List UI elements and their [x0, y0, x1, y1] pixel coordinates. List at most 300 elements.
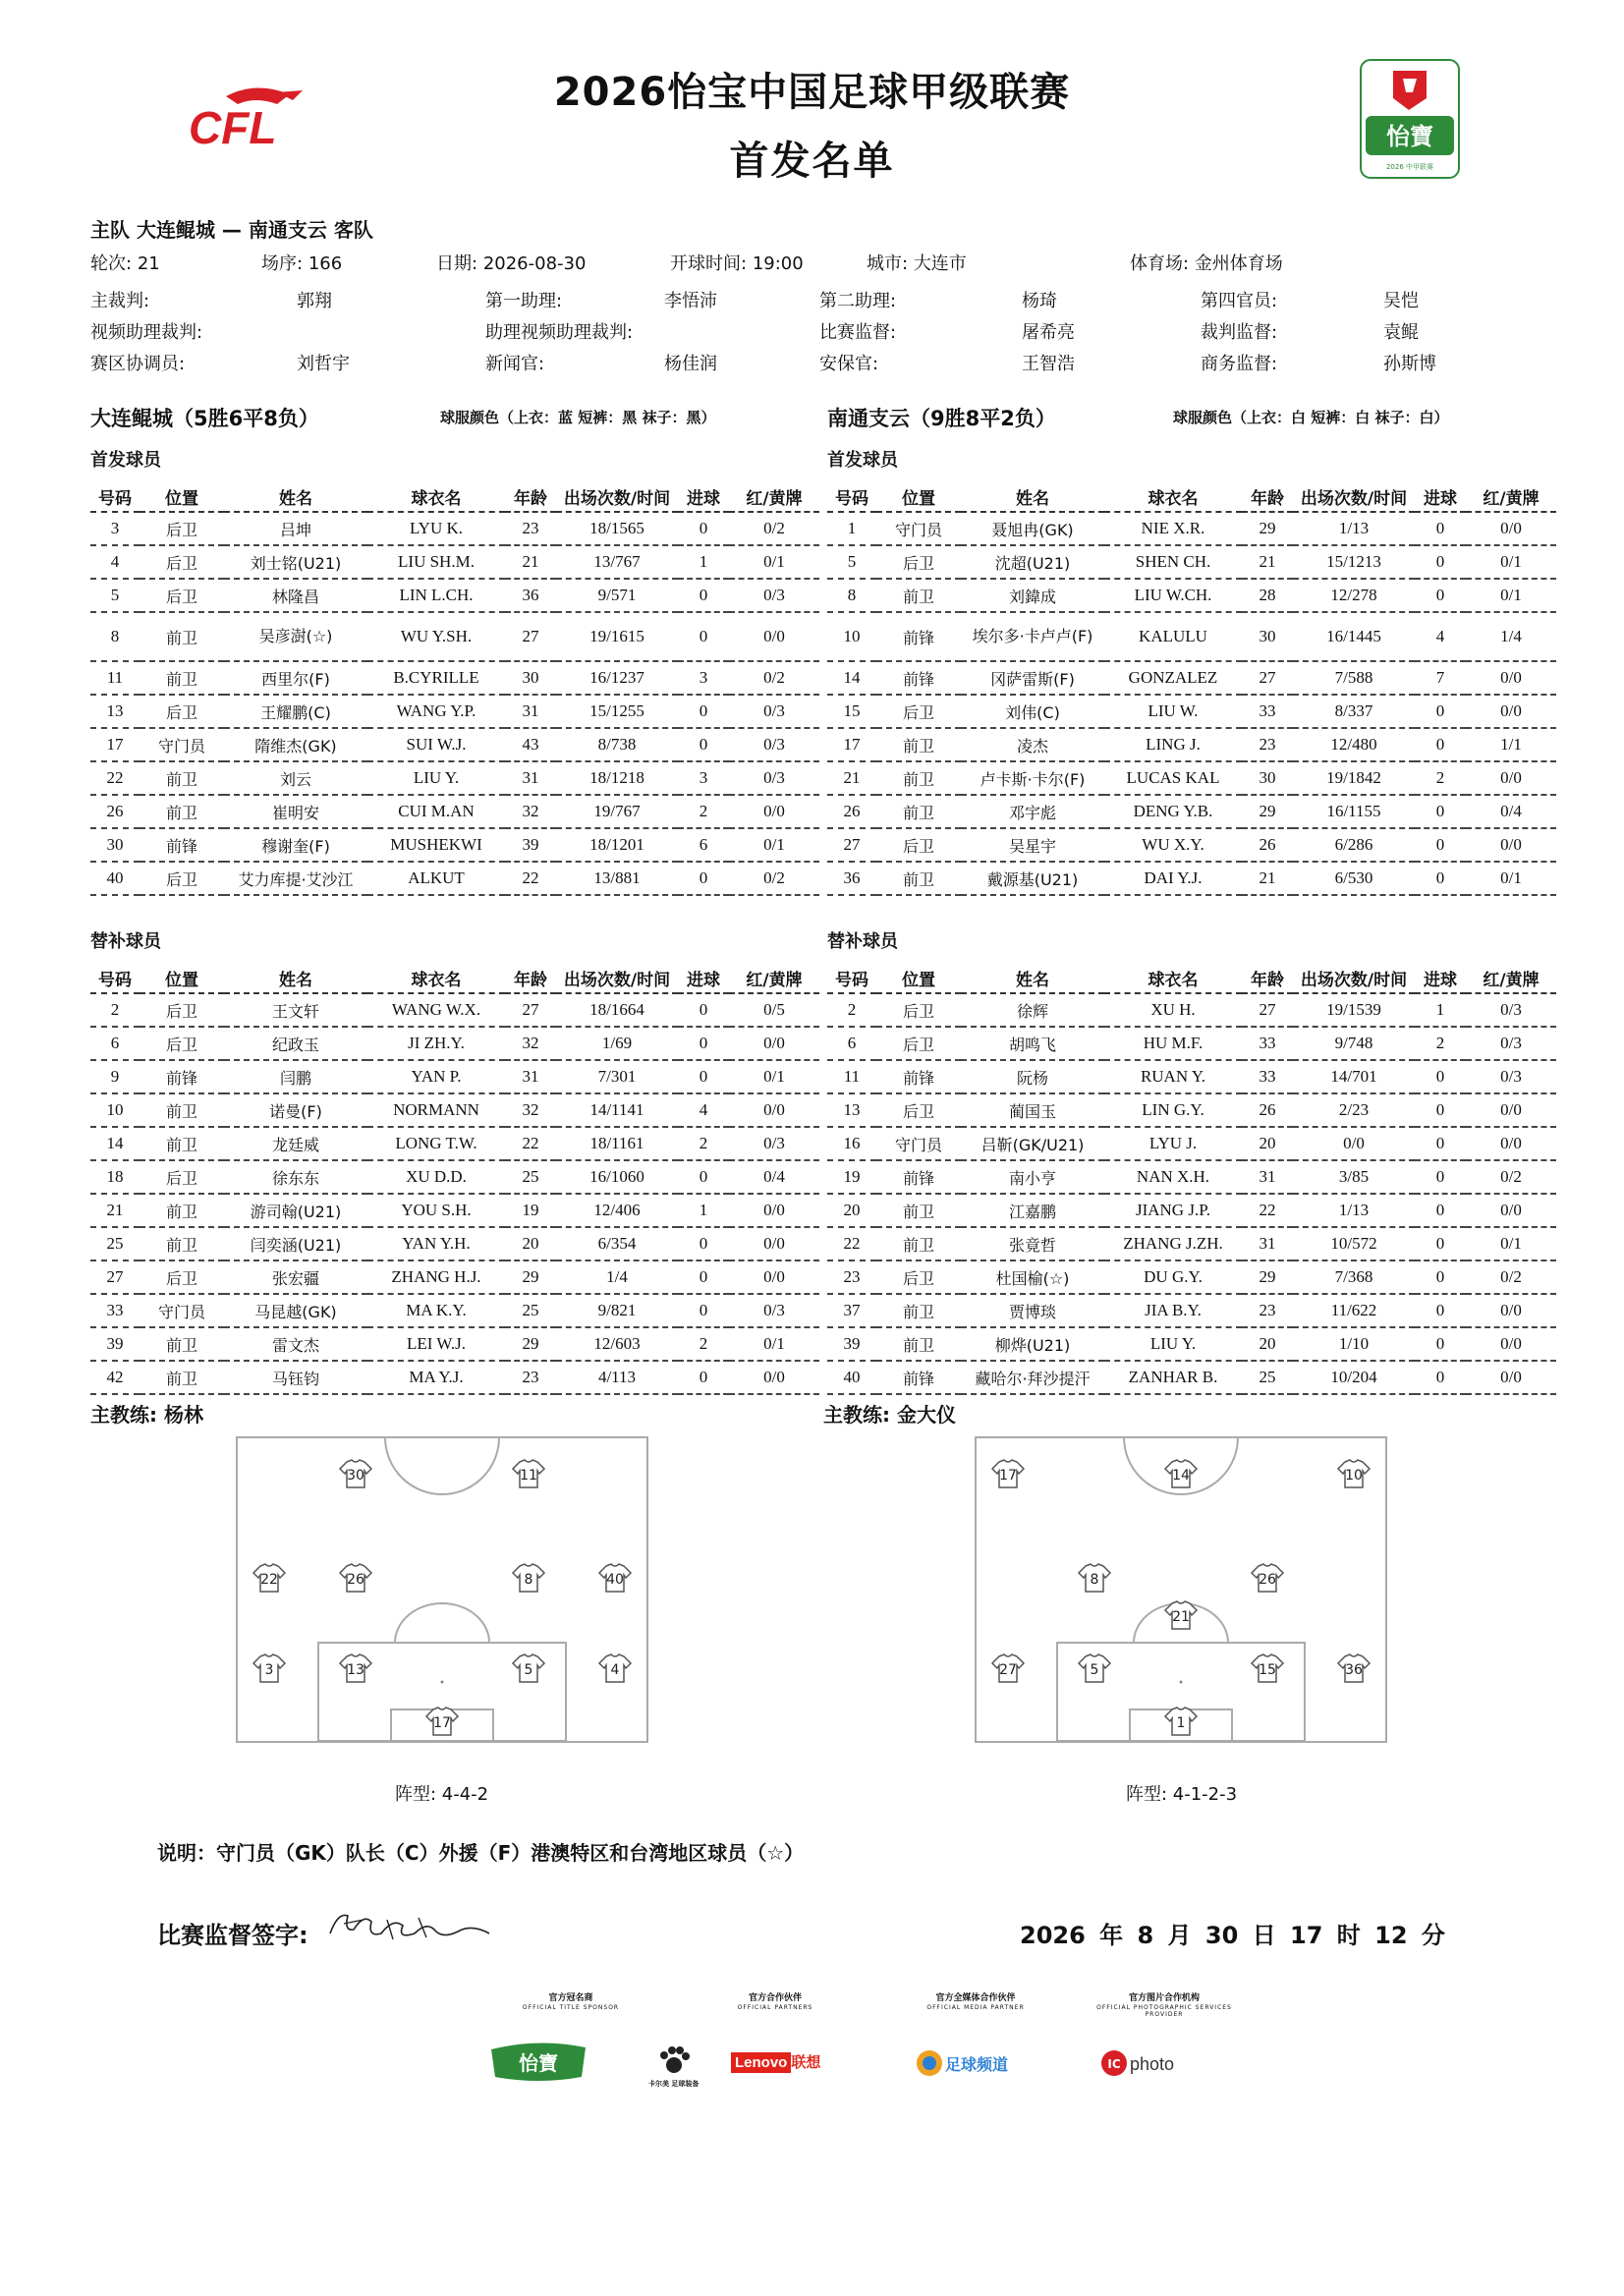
- player-name: 冈萨雷斯(F): [961, 661, 1104, 695]
- appearances-minutes: 14/1141: [556, 1093, 678, 1127]
- official-label: 新闻官:: [485, 354, 545, 374]
- appearances-minutes: 1/69: [556, 1027, 678, 1060]
- shirt-name: YOU S.H.: [367, 1194, 505, 1227]
- goals: 0: [1415, 1294, 1466, 1327]
- shirt-name: LONG T.W.: [367, 1127, 505, 1160]
- appearances-minutes: 6/354: [556, 1227, 678, 1260]
- player-name: 马钰钧: [224, 1361, 367, 1394]
- player-number: 2: [90, 993, 140, 1027]
- sponsor-category-en: OFFICIAL PHOTOGRAPHIC SERVICES PROVIDER: [1096, 2004, 1232, 2018]
- shirt-name: SUI W.J.: [367, 728, 505, 761]
- player-number: 33: [90, 1294, 140, 1327]
- shirt-name: NORMANN: [367, 1093, 505, 1127]
- appearances-minutes: 7/301: [556, 1060, 678, 1093]
- player-number: 14: [90, 1127, 140, 1160]
- red-yellow-cards: 0/2: [729, 661, 819, 695]
- player-age: 21: [1242, 862, 1293, 895]
- column-header: 号码: [90, 963, 140, 993]
- player-row: [90, 828, 819, 862]
- player-name: 雷文杰: [224, 1327, 367, 1361]
- column-header: 位置: [140, 481, 224, 512]
- round-label: 轮次:: [90, 253, 133, 274]
- player-name: 西里尔(F): [224, 661, 367, 695]
- appearances-minutes: 10/204: [1293, 1361, 1415, 1394]
- red-yellow-cards: 0/0: [729, 1093, 819, 1127]
- column-header: 年龄: [1242, 963, 1293, 993]
- appearances-minutes: 19/1842: [1293, 761, 1415, 795]
- shirt-name: MA Y.J.: [367, 1361, 505, 1394]
- shirt-name: WANG Y.P.: [367, 695, 505, 728]
- player-age: 29: [505, 1260, 556, 1294]
- goals: 0: [1415, 828, 1466, 862]
- appearances-minutes: 1/10: [1293, 1327, 1415, 1361]
- player-name: 凌杰: [961, 728, 1104, 761]
- red-yellow-cards: 0/1: [729, 545, 819, 579]
- player-name: 卢卡斯·卡尔(F): [961, 761, 1104, 795]
- home-subs-table: [90, 963, 819, 1395]
- player-number: 2: [827, 993, 876, 1027]
- official-name: 孙斯博: [1383, 354, 1436, 374]
- player-name: 戴源基(U21): [961, 862, 1104, 895]
- shirt-name: KALULU: [1104, 612, 1242, 661]
- shirt-name: LIU Y.: [1104, 1327, 1242, 1361]
- jersey-number: 5: [524, 1662, 533, 1678]
- player-age: 28: [1242, 579, 1293, 612]
- shirt-name: NAN X.H.: [1104, 1160, 1242, 1194]
- player-row: [827, 579, 1556, 612]
- yibao-sponsor-logo: [487, 2040, 591, 2083]
- goals: 0: [678, 1060, 729, 1093]
- player-name: 徐辉: [961, 993, 1104, 1027]
- city-value: 大连市: [913, 253, 967, 274]
- red-yellow-cards: 0/0: [1466, 695, 1556, 728]
- player-age: 31: [1242, 1160, 1293, 1194]
- away-coach: 主教练: 金大仪: [823, 1403, 956, 1427]
- jersey-number: 36: [1345, 1662, 1363, 1678]
- appearances-minutes: 12/603: [556, 1327, 678, 1361]
- official-label: 第四官员:: [1201, 291, 1278, 311]
- player-number: 37: [827, 1294, 876, 1327]
- red-yellow-cards: 0/0: [1466, 828, 1556, 862]
- jersey-number: 10: [1345, 1468, 1363, 1484]
- goals: 2: [678, 1127, 729, 1160]
- player-number: 40: [90, 862, 140, 895]
- appearances-minutes: 10/572: [1293, 1227, 1415, 1260]
- player-number: 6: [827, 1027, 876, 1060]
- svg-text:足球频道: 足球频道: [945, 2055, 1009, 2074]
- official-name: 袁鲲: [1383, 322, 1419, 343]
- shirt-name: LING J.: [1104, 728, 1242, 761]
- player-age: 29: [1242, 1260, 1293, 1294]
- player-age: 32: [505, 1093, 556, 1127]
- red-yellow-cards: 0/0: [1466, 1093, 1556, 1127]
- goals: 0: [1415, 1227, 1466, 1260]
- jersey-number: 26: [1259, 1572, 1276, 1588]
- jersey-number: 15: [1259, 1662, 1276, 1678]
- player-number: 9: [90, 1060, 140, 1093]
- player-name: 刘鍏成: [961, 579, 1104, 612]
- official-name: 吴恺: [1383, 291, 1419, 311]
- round-value: 21: [137, 253, 160, 274]
- player-age: 23: [505, 1361, 556, 1394]
- player-position: 前卫: [140, 1327, 224, 1361]
- red-yellow-cards: 0/1: [729, 1327, 819, 1361]
- player-name: 马昆越(GK): [224, 1294, 367, 1327]
- player-name: 艾力库提·艾沙江: [224, 862, 367, 895]
- player-row: [90, 728, 819, 761]
- appearances-minutes: 2/23: [1293, 1093, 1415, 1127]
- jersey-number: 11: [520, 1468, 537, 1484]
- player-row: [827, 545, 1556, 579]
- player-age: 33: [1242, 1027, 1293, 1060]
- sponsor-category-en: OFFICIAL MEDIA PARTNER: [926, 2004, 1025, 2011]
- player-number: 13: [827, 1093, 876, 1127]
- red-yellow-cards: 0/2: [729, 862, 819, 895]
- official-label: 第一助理:: [485, 291, 563, 311]
- appearances-minutes: 16/1060: [556, 1160, 678, 1194]
- appearances-minutes: 9/821: [556, 1294, 678, 1327]
- player-number: 10: [90, 1093, 140, 1127]
- jersey-number: 4: [610, 1662, 620, 1678]
- svg-text:CFL: CFL: [189, 102, 277, 153]
- player-row: [827, 795, 1556, 828]
- player-age: 21: [505, 545, 556, 579]
- column-header: 进球: [1415, 481, 1466, 512]
- shirt-name: LIU W.: [1104, 695, 1242, 728]
- player-number: 18: [90, 1160, 140, 1194]
- red-yellow-cards: 0/3: [1466, 993, 1556, 1027]
- player-number: 42: [90, 1361, 140, 1394]
- stadium-value: 金州体育场: [1194, 253, 1283, 274]
- jersey-number: 17: [433, 1715, 451, 1731]
- goals: 1: [1415, 993, 1466, 1027]
- player-row: [90, 1260, 819, 1294]
- player-row: [827, 728, 1556, 761]
- lenovo-logo: Lenovo 联想: [731, 2051, 820, 2072]
- player-row: [827, 1093, 1556, 1127]
- player-position: 前卫: [140, 1361, 224, 1394]
- player-row: [90, 1294, 819, 1327]
- goals: 3: [678, 761, 729, 795]
- goals: 0: [678, 1361, 729, 1394]
- column-header: 进球: [1415, 963, 1466, 993]
- player-number: 39: [90, 1327, 140, 1361]
- player-age: 20: [1242, 1127, 1293, 1160]
- shirt-name: XU H.: [1104, 993, 1242, 1027]
- player-position: 前卫: [876, 795, 961, 828]
- goals: 0: [1415, 1361, 1466, 1394]
- player-position: 前卫: [876, 862, 961, 895]
- column-header: 红/黄牌: [1466, 481, 1556, 512]
- appearances-minutes: 3/85: [1293, 1160, 1415, 1194]
- red-yellow-cards: 0/0: [729, 1194, 819, 1227]
- player-age: 43: [505, 728, 556, 761]
- column-header: 姓名: [224, 963, 367, 993]
- player-age: 25: [1242, 1361, 1293, 1394]
- official-name: 王智浩: [1022, 354, 1075, 374]
- player-number: 26: [90, 795, 140, 828]
- kelme-sub: 卡尔美 足球装备: [648, 2080, 700, 2088]
- player-position: 前卫: [140, 1194, 224, 1227]
- shirt-name: LIU Y.: [367, 761, 505, 795]
- player-age: 31: [505, 695, 556, 728]
- goals: 0: [678, 512, 729, 545]
- column-header: 出场次数/时间: [556, 481, 678, 512]
- goals: 1: [678, 545, 729, 579]
- official-label: 裁判监督:: [1201, 322, 1278, 343]
- appearances-minutes: 16/1237: [556, 661, 678, 695]
- player-position: 前锋: [876, 1361, 961, 1394]
- away-starters-table: [827, 481, 1556, 896]
- football-channel-logo: [914, 2045, 1022, 2081]
- sponsor-category: 官方图片合作机构: [1128, 1993, 1200, 2003]
- red-yellow-cards: 0/0: [1466, 661, 1556, 695]
- jersey-number: 22: [260, 1572, 278, 1588]
- player-age: 20: [1242, 1327, 1293, 1361]
- legend-note: 说明：守门员（GK）队长（C）外援（F）港澳特区和台湾地区球员（☆）: [157, 1841, 805, 1865]
- shirt-name: LEI W.J.: [367, 1327, 505, 1361]
- column-header: 位置: [876, 963, 961, 993]
- home-starters-label: 首发球员: [90, 450, 161, 471]
- player-name: 阮杨: [961, 1060, 1104, 1093]
- match-no-label: 场序:: [261, 253, 304, 274]
- player-age: 29: [1242, 795, 1293, 828]
- red-yellow-cards: 0/1: [729, 1060, 819, 1093]
- column-header: 球衣名: [1104, 963, 1242, 993]
- player-name: 杜国榆(☆): [961, 1260, 1104, 1294]
- kickoff-label: 开球时间:: [670, 253, 748, 274]
- player-row: [90, 993, 819, 1027]
- home-formation-label: 阵型: 4-4-2: [395, 1784, 489, 1805]
- column-header: 号码: [827, 963, 876, 993]
- goals: 2: [1415, 761, 1466, 795]
- player-number: 10: [827, 612, 876, 661]
- player-position: 后卫: [140, 512, 224, 545]
- shirt-name: ZHANG H.J.: [367, 1260, 505, 1294]
- player-age: 23: [1242, 728, 1293, 761]
- goals: 0: [1415, 1060, 1466, 1093]
- appearances-minutes: 19/1615: [556, 612, 678, 661]
- shirt-name: XU D.D.: [367, 1160, 505, 1194]
- official-label: 比赛监督:: [819, 322, 897, 343]
- player-name: 王耀鹏(C): [224, 695, 367, 728]
- shirt-name: ZHANG J.ZH.: [1104, 1227, 1242, 1260]
- appearances-minutes: 9/571: [556, 579, 678, 612]
- goals: 0: [1415, 1093, 1466, 1127]
- shirt-name: WANG W.X.: [367, 993, 505, 1027]
- appearances-minutes: 18/1201: [556, 828, 678, 862]
- shirt-name: ZANHAR B.: [1104, 1361, 1242, 1394]
- player-name: 徐东东: [224, 1160, 367, 1194]
- player-name: 贾博琰: [961, 1294, 1104, 1327]
- player-position: 前卫: [876, 1327, 961, 1361]
- shirt-name: LYU J.: [1104, 1127, 1242, 1160]
- player-row: [90, 512, 819, 545]
- shirt-name: MUSHEKWI: [367, 828, 505, 862]
- goals: 0: [678, 1260, 729, 1294]
- appearances-minutes: 6/286: [1293, 828, 1415, 862]
- player-number: 19: [827, 1160, 876, 1194]
- goals: 0: [1415, 1194, 1466, 1227]
- player-number: 5: [90, 579, 140, 612]
- player-position: 前卫: [140, 1227, 224, 1260]
- player-position: 前卫: [140, 661, 224, 695]
- player-position: 前卫: [140, 761, 224, 795]
- appearances-minutes: 18/1664: [556, 993, 678, 1027]
- goals: 0: [678, 1294, 729, 1327]
- appearances-minutes: 12/406: [556, 1194, 678, 1227]
- shirt-name: LYU K.: [367, 512, 505, 545]
- official-name: 杨佳润: [664, 354, 717, 374]
- appearances-minutes: 7/588: [1293, 661, 1415, 695]
- sponsor-category-en: OFFICIAL PARTNERS: [737, 2004, 813, 2011]
- goals: 0: [678, 1227, 729, 1260]
- player-position: 后卫: [140, 862, 224, 895]
- shirt-name: LIU SH.M.: [367, 545, 505, 579]
- shirt-name: DENG Y.B.: [1104, 795, 1242, 828]
- match-no-value: 166: [308, 253, 343, 274]
- jersey-number: 27: [999, 1662, 1017, 1678]
- red-yellow-cards: 0/1: [729, 828, 819, 862]
- official-name: 杨琦: [1022, 291, 1057, 311]
- column-header: 号码: [90, 481, 140, 512]
- player-number: 13: [90, 695, 140, 728]
- goals: 3: [678, 661, 729, 695]
- player-row: [90, 612, 819, 661]
- player-position: 前卫: [140, 1093, 224, 1127]
- player-age: 36: [505, 579, 556, 612]
- red-yellow-cards: 1/1: [1466, 728, 1556, 761]
- player-number: 22: [90, 761, 140, 795]
- player-row: [90, 579, 819, 612]
- player-name: 吕坤: [224, 512, 367, 545]
- column-header: 年龄: [505, 481, 556, 512]
- shirt-name: YAN Y.H.: [367, 1227, 505, 1260]
- column-header: 出场次数/时间: [1293, 481, 1415, 512]
- player-age: 23: [505, 512, 556, 545]
- home-starters-table: [90, 481, 819, 896]
- goals: 6: [678, 828, 729, 862]
- signature-label: 比赛监督签字:: [157, 1922, 308, 1949]
- column-header: 红/黄牌: [729, 963, 819, 993]
- player-row: [827, 661, 1556, 695]
- player-number: 16: [827, 1127, 876, 1160]
- home-coach: 主教练: 杨林: [90, 1403, 203, 1427]
- svg-text:IC: IC: [1107, 2057, 1121, 2071]
- player-number: 39: [827, 1327, 876, 1361]
- red-yellow-cards: 0/0: [1466, 1194, 1556, 1227]
- jersey-number: 30: [347, 1468, 364, 1484]
- shirt-name: B.CYRILLE: [367, 661, 505, 695]
- home-formation-pitch: [236, 1436, 648, 1743]
- player-number: 23: [827, 1260, 876, 1294]
- player-row: [90, 1060, 819, 1093]
- player-row: [827, 1060, 1556, 1093]
- player-number: 20: [827, 1194, 876, 1227]
- appearances-minutes: 16/1445: [1293, 612, 1415, 661]
- player-number: 17: [827, 728, 876, 761]
- jersey-number: 8: [1090, 1572, 1099, 1588]
- shirt-name: ALKUT: [367, 862, 505, 895]
- red-yellow-cards: 0/0: [729, 795, 819, 828]
- goals: 2: [678, 795, 729, 828]
- player-name: 游司翰(U21): [224, 1194, 367, 1227]
- player-row: [90, 1194, 819, 1227]
- player-row: [90, 695, 819, 728]
- jersey-number: 40: [606, 1572, 624, 1588]
- player-position: 守门员: [876, 1127, 961, 1160]
- yibao-logo: [1360, 59, 1460, 179]
- red-yellow-cards: 0/1: [1466, 862, 1556, 895]
- away-formation-label: 阵型: 4-1-2-3: [1126, 1784, 1238, 1805]
- player-number: 21: [827, 761, 876, 795]
- city-label: 城市:: [867, 253, 909, 274]
- player-age: 27: [1242, 661, 1293, 695]
- player-position: 前锋: [140, 1060, 224, 1093]
- appearances-minutes: 8/337: [1293, 695, 1415, 728]
- appearances-minutes: 18/1161: [556, 1127, 678, 1160]
- shirt-name: JIANG J.P.: [1104, 1194, 1242, 1227]
- player-name: 张竟哲: [961, 1227, 1104, 1260]
- red-yellow-cards: 0/0: [729, 1227, 819, 1260]
- official-label: 主裁判:: [90, 291, 150, 311]
- goals: 0: [678, 695, 729, 728]
- player-position: 后卫: [876, 1260, 961, 1294]
- player-number: 11: [90, 661, 140, 695]
- player-position: 后卫: [876, 695, 961, 728]
- player-position: 守门员: [140, 728, 224, 761]
- appearances-minutes: 19/767: [556, 795, 678, 828]
- red-yellow-cards: 0/1: [1466, 1227, 1556, 1260]
- away-team-record: 南通支云（9胜8平2负）: [827, 407, 1056, 430]
- player-age: 26: [1242, 1093, 1293, 1127]
- player-position: 前卫: [876, 1227, 961, 1260]
- red-yellow-cards: 0/4: [729, 1160, 819, 1194]
- away-formation-pitch: [975, 1436, 1387, 1743]
- goals: 0: [1415, 1127, 1466, 1160]
- shirt-name: LIN L.CH.: [367, 579, 505, 612]
- appearances-minutes: 1/13: [1293, 512, 1415, 545]
- player-row: [827, 1294, 1556, 1327]
- player-age: 27: [1242, 993, 1293, 1027]
- red-yellow-cards: 0/3: [729, 728, 819, 761]
- player-age: 25: [505, 1160, 556, 1194]
- appearances-minutes: 9/748: [1293, 1027, 1415, 1060]
- player-age: 21: [1242, 545, 1293, 579]
- player-name: 纪政玉: [224, 1027, 367, 1060]
- column-header: 进球: [678, 963, 729, 993]
- player-row: [90, 795, 819, 828]
- red-yellow-cards: 0/5: [729, 993, 819, 1027]
- shirt-name: LUCAS KAL: [1104, 761, 1242, 795]
- goals: 0: [1415, 545, 1466, 579]
- player-age: 29: [505, 1327, 556, 1361]
- sponsor-category-en: OFFICIAL TITLE SPONSOR: [522, 2004, 620, 2011]
- player-age: 23: [1242, 1294, 1293, 1327]
- player-name: 江嘉鹏: [961, 1194, 1104, 1227]
- shirt-name: JI ZH.Y.: [367, 1027, 505, 1060]
- home-subs-label: 替补球员: [90, 931, 161, 952]
- player-name: 藏哈尔·拜沙提汗: [961, 1361, 1104, 1394]
- jersey-number: 1: [1176, 1715, 1186, 1731]
- official-name: 刘哲宇: [297, 354, 350, 374]
- goals: 0: [1415, 1160, 1466, 1194]
- player-name: 闫鹏: [224, 1060, 367, 1093]
- red-yellow-cards: 0/0: [729, 1361, 819, 1394]
- player-age: 22: [1242, 1194, 1293, 1227]
- appearances-minutes: 14/701: [1293, 1060, 1415, 1093]
- column-header: 进球: [678, 481, 729, 512]
